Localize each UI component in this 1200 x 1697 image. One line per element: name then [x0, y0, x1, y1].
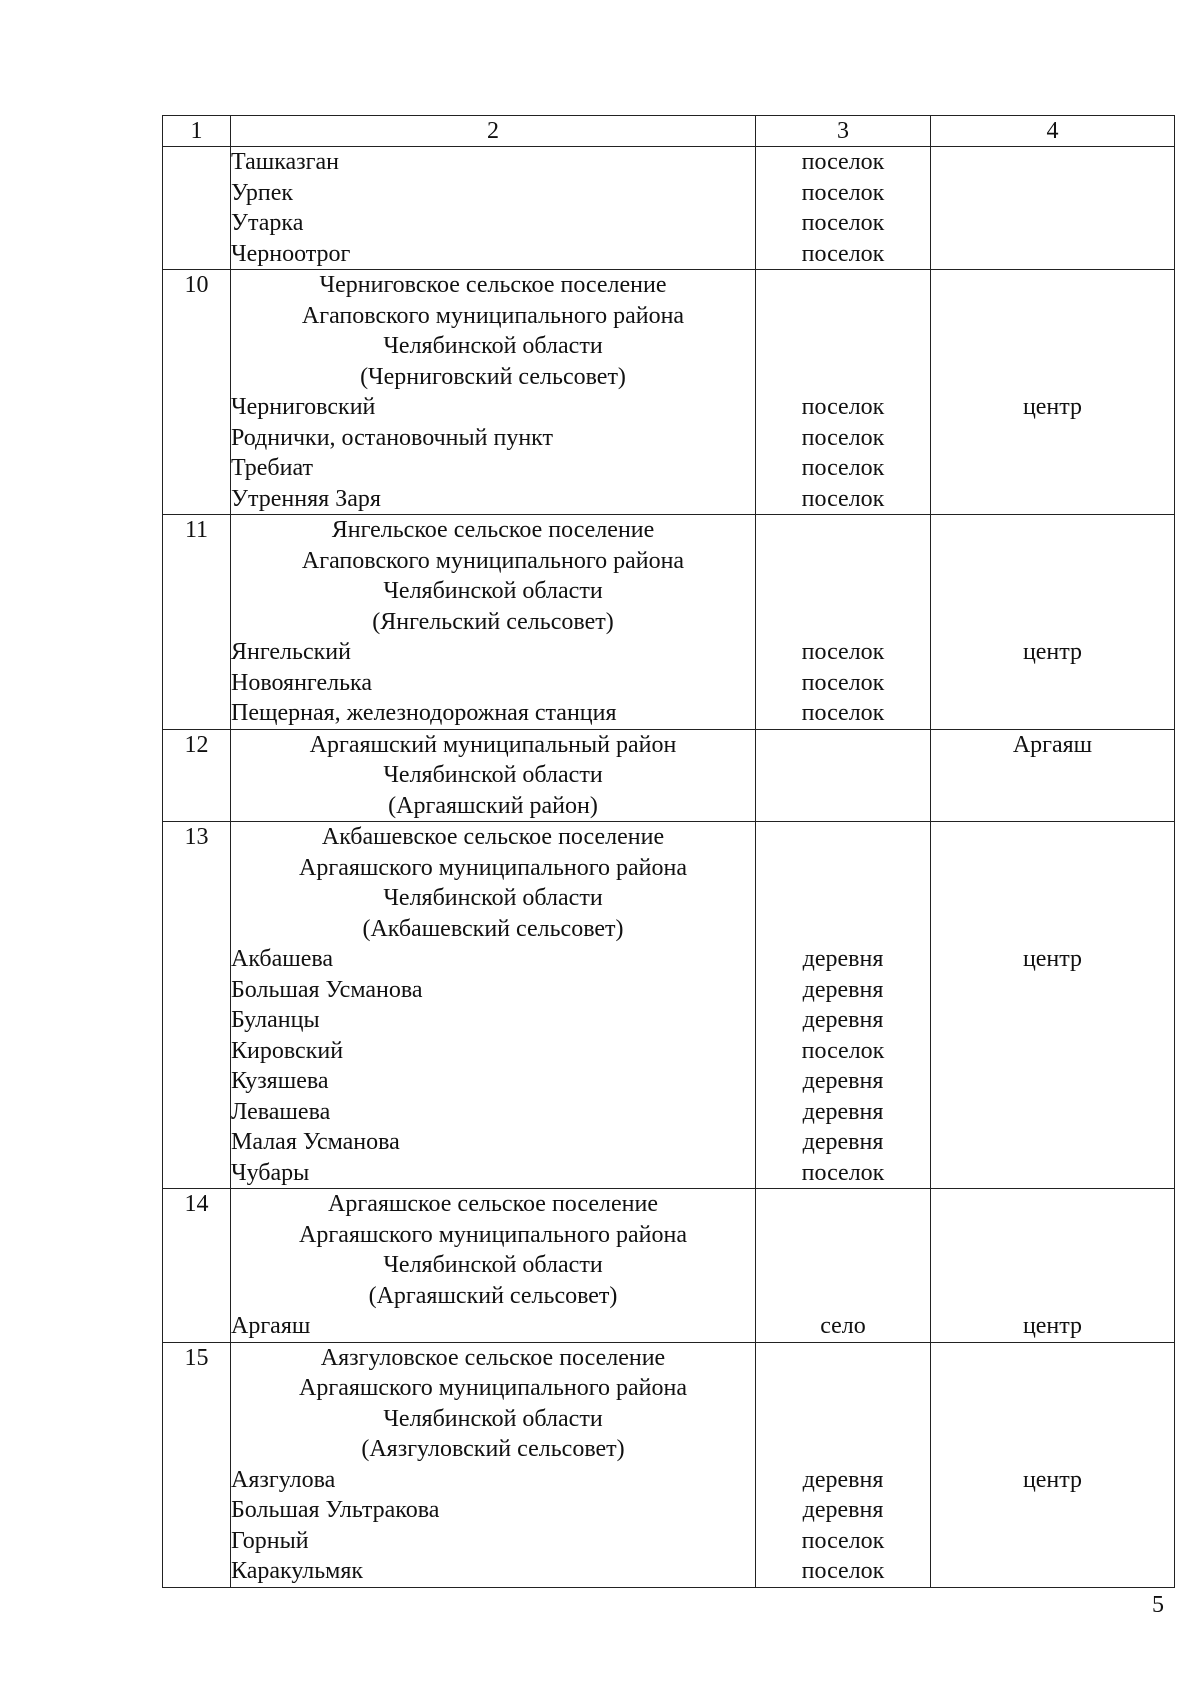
blank-line — [756, 1404, 930, 1435]
type-cell — [756, 515, 931, 730]
settlement-name: Левашева — [231, 1098, 331, 1125]
municipality-title-line: Янгельское сельское поселение — [331, 517, 655, 543]
row-number-cell: 12 — [163, 729, 231, 822]
header-cell-4: 4 — [931, 116, 1175, 147]
blank-line — [931, 1373, 1174, 1404]
settlement-type: поселок — [801, 1037, 885, 1064]
municipality-title-line: Челябинской области — [383, 885, 603, 911]
header-cell-2: 2 — [231, 116, 756, 147]
table-header-row — [163, 116, 1175, 147]
row-number-cell — [163, 147, 231, 270]
blank-line — [931, 914, 1174, 945]
settlement-status — [931, 178, 1174, 209]
settlement-name: Малая Усманова — [231, 1129, 400, 1155]
settlement-name: Утренняя Заря — [231, 485, 381, 512]
settlement-type: поселок — [801, 210, 885, 236]
settlement-status: центр — [1022, 639, 1083, 665]
settlement-status — [931, 1005, 1174, 1036]
settlement-status — [931, 1036, 1174, 1067]
settlement-name: Новоянгелька — [231, 669, 372, 696]
settlement-status — [931, 453, 1174, 484]
settlement-type: поселок — [801, 394, 885, 420]
settlement-type: поселок — [801, 455, 885, 481]
blank-line — [931, 791, 1174, 822]
type-cell — [756, 1342, 931, 1587]
settlement-name: Аязгулова — [231, 1466, 336, 1493]
settlement-type: поселок — [801, 669, 885, 696]
name-cell — [231, 1189, 756, 1343]
municipality-title-line: Челябинской области — [383, 1405, 603, 1432]
settlement-status — [931, 1495, 1174, 1526]
blank-line — [756, 791, 930, 822]
settlement-type: поселок — [801, 424, 885, 451]
header-cell-1: 1 — [163, 116, 231, 147]
blank-line — [756, 1250, 930, 1281]
municipality-title-line: (Янгельский сельсовет) — [372, 608, 614, 635]
status-cell — [931, 822, 1175, 1189]
header-cell-3: 3 — [756, 116, 931, 147]
blank-line — [756, 730, 930, 761]
settlement-name: Ташказган — [231, 149, 339, 175]
settlement-type: деревня — [802, 1007, 884, 1033]
settlement-name: Янгельский — [231, 639, 351, 665]
settlement-name: Большая Усманова — [231, 976, 423, 1003]
blank-line — [756, 1343, 930, 1374]
blank-line — [931, 515, 1174, 546]
settlement-status: центр — [1022, 946, 1083, 972]
settlement-type: село — [820, 1313, 866, 1339]
name-cell — [231, 822, 756, 1189]
settlement-status — [931, 484, 1174, 515]
name-cell — [231, 1342, 756, 1587]
settlement-status — [931, 1066, 1174, 1097]
blank-line — [756, 1281, 930, 1312]
settlement-status — [931, 668, 1174, 699]
settlement-status: центр — [1022, 394, 1083, 420]
table-row — [163, 515, 1175, 730]
blank-line — [756, 546, 930, 577]
municipality-title-line: Акбашевское сельское поселение — [321, 824, 665, 850]
blank-line — [756, 883, 930, 914]
settlement-status — [931, 1526, 1174, 1557]
blank-line — [931, 546, 1174, 577]
blank-line — [756, 914, 930, 945]
blank-line — [931, 1281, 1174, 1312]
blank-line — [931, 576, 1174, 607]
type-cell — [756, 270, 931, 515]
settlement-status — [931, 208, 1174, 239]
settlement-name: Акбашева — [231, 946, 334, 972]
settlement-name: Требиат — [231, 455, 313, 481]
table-row — [163, 822, 1175, 1189]
type-cell — [756, 147, 931, 270]
settlement-type: деревня — [802, 1098, 884, 1125]
settlement-type: поселок — [801, 1558, 885, 1584]
name-cell — [231, 515, 756, 730]
settlement-type: поселок — [801, 179, 885, 206]
status-cell — [931, 1342, 1175, 1587]
blank-line — [756, 607, 930, 638]
settlement-status — [931, 1097, 1174, 1128]
settlement-type: деревня — [802, 1497, 884, 1523]
blank-line — [931, 1343, 1174, 1374]
name-cell — [231, 729, 756, 822]
blank-line — [756, 760, 930, 791]
page-number: 5 — [1152, 1592, 1164, 1618]
settlement-status — [931, 698, 1174, 729]
municipality-title-line: (Аргаяшский сельсовет) — [368, 1282, 618, 1309]
municipality-title-line: Челябинской области — [383, 1252, 603, 1278]
blank-line — [756, 301, 930, 332]
municipality-title-line: Черниговское сельское поселение — [319, 272, 667, 298]
table-row — [163, 1342, 1175, 1587]
table-body — [163, 116, 1175, 1588]
status-cell — [931, 1189, 1175, 1343]
settlement-name: Кировский — [231, 1037, 344, 1064]
table-row — [163, 729, 1175, 822]
settlement-type: деревня — [802, 946, 884, 972]
status-cell — [931, 147, 1175, 270]
settlement-type: деревня — [802, 1068, 884, 1094]
settlement-name: Утарка — [231, 210, 304, 236]
municipality-title-line: Агаповского муниципального района — [301, 302, 685, 329]
status-cell — [931, 729, 1175, 822]
settlement-type: поселок — [801, 1159, 885, 1186]
name-cell — [231, 270, 756, 515]
settlement-status — [931, 975, 1174, 1006]
municipality-title-line: Челябинской области — [383, 333, 603, 359]
table-row — [163, 270, 1175, 515]
row-number-cell: 13 — [163, 822, 231, 1189]
blank-line — [756, 270, 930, 301]
name-cell — [231, 147, 756, 270]
blank-line — [931, 331, 1174, 362]
blank-line — [756, 362, 930, 393]
type-cell — [756, 1189, 931, 1343]
table-row — [163, 147, 1175, 270]
settlement-status — [931, 1158, 1174, 1189]
municipality-title-line: Аязгуловское сельское поселение — [320, 1344, 666, 1371]
settlement-status — [931, 1127, 1174, 1158]
settlement-name: Пещерная, железнодорожная станция — [231, 700, 617, 726]
settlement-name: Черниговский — [231, 394, 376, 420]
district-center: Аргаяш — [1012, 731, 1093, 758]
blank-line — [931, 1189, 1174, 1220]
municipality-title-line: Аргаяшское сельское поселение — [328, 1191, 658, 1217]
settlement-status — [931, 423, 1174, 454]
settlement-name: Урпек — [231, 179, 294, 206]
municipality-title-line: Аргаяшский муниципальный район — [309, 731, 677, 758]
municipality-title-line: (Аязгуловский сельсовет) — [361, 1436, 625, 1462]
municipality-title-line: Аргаяшского муниципального района — [299, 854, 687, 881]
blank-line — [931, 760, 1174, 791]
blank-line — [931, 822, 1174, 853]
settlement-name: Аргаяш — [231, 1313, 311, 1339]
blank-line — [756, 1220, 930, 1251]
settlement-type: деревня — [802, 976, 884, 1003]
municipality-title-line: (Акбашевский сельсовет) — [362, 915, 624, 942]
blank-line — [931, 883, 1174, 914]
blank-line — [756, 1189, 930, 1220]
settlement-status — [931, 1556, 1174, 1587]
municipality-title-line: Челябинской области — [383, 578, 603, 604]
municipality-title-line: Аргаяшского муниципального района — [299, 1221, 687, 1248]
settlement-name: Горный — [231, 1527, 309, 1554]
blank-line — [931, 1404, 1174, 1435]
settlement-type: поселок — [801, 639, 885, 665]
settlement-status: центр — [1022, 1313, 1083, 1339]
blank-line — [931, 1250, 1174, 1281]
blank-line — [931, 270, 1174, 301]
settlement-name: Чубары — [231, 1159, 310, 1186]
settlement-name: Большая Ультракова — [231, 1497, 440, 1523]
blank-line — [756, 822, 930, 853]
settlements-table — [162, 115, 1175, 1588]
settlement-name: Роднички, остановочный пункт — [231, 424, 554, 451]
table-row — [163, 1189, 1175, 1343]
settlement-type: поселок — [801, 700, 885, 726]
row-number-cell: 14 — [163, 1189, 231, 1343]
blank-line — [756, 515, 930, 546]
municipality-title-line: (Черниговский сельсовет) — [360, 363, 626, 390]
settlement-type: деревня — [802, 1129, 884, 1155]
blank-line — [931, 1434, 1174, 1465]
settlement-type: поселок — [801, 149, 885, 175]
row-number-cell: 15 — [163, 1342, 231, 1587]
row-number-cell: 11 — [163, 515, 231, 730]
blank-line — [931, 1220, 1174, 1251]
status-cell — [931, 270, 1175, 515]
settlement-name: Черноотрог — [231, 240, 351, 267]
type-cell — [756, 822, 931, 1189]
settlement-status: центр — [1022, 1466, 1083, 1493]
row-number-cell: 10 — [163, 270, 231, 515]
settlement-type: поселок — [801, 240, 885, 267]
blank-line — [756, 331, 930, 362]
settlement-status — [931, 239, 1174, 270]
settlement-status — [931, 147, 1174, 178]
blank-line — [756, 576, 930, 607]
type-cell — [756, 729, 931, 822]
blank-line — [756, 1434, 930, 1465]
settlement-name: Кузяшева — [231, 1068, 329, 1094]
settlement-type: поселок — [801, 485, 885, 512]
municipality-title-line: Аргаяшского муниципального района — [299, 1375, 687, 1401]
blank-line — [931, 362, 1174, 393]
blank-line — [931, 853, 1174, 884]
municipality-title-line: Челябинской области — [383, 762, 603, 788]
blank-line — [756, 1373, 930, 1404]
blank-line — [931, 607, 1174, 638]
municipality-title-line: (Аргаяшский район) — [388, 792, 598, 819]
blank-line — [756, 853, 930, 884]
municipality-title-line: Агаповского муниципального района — [301, 547, 685, 574]
settlement-type: деревня — [802, 1466, 884, 1493]
blank-line — [931, 301, 1174, 332]
status-cell — [931, 515, 1175, 730]
settlement-name: Буланцы — [231, 1007, 320, 1033]
settlement-name: Каракульмяк — [231, 1558, 364, 1584]
settlement-type: поселок — [801, 1527, 885, 1554]
